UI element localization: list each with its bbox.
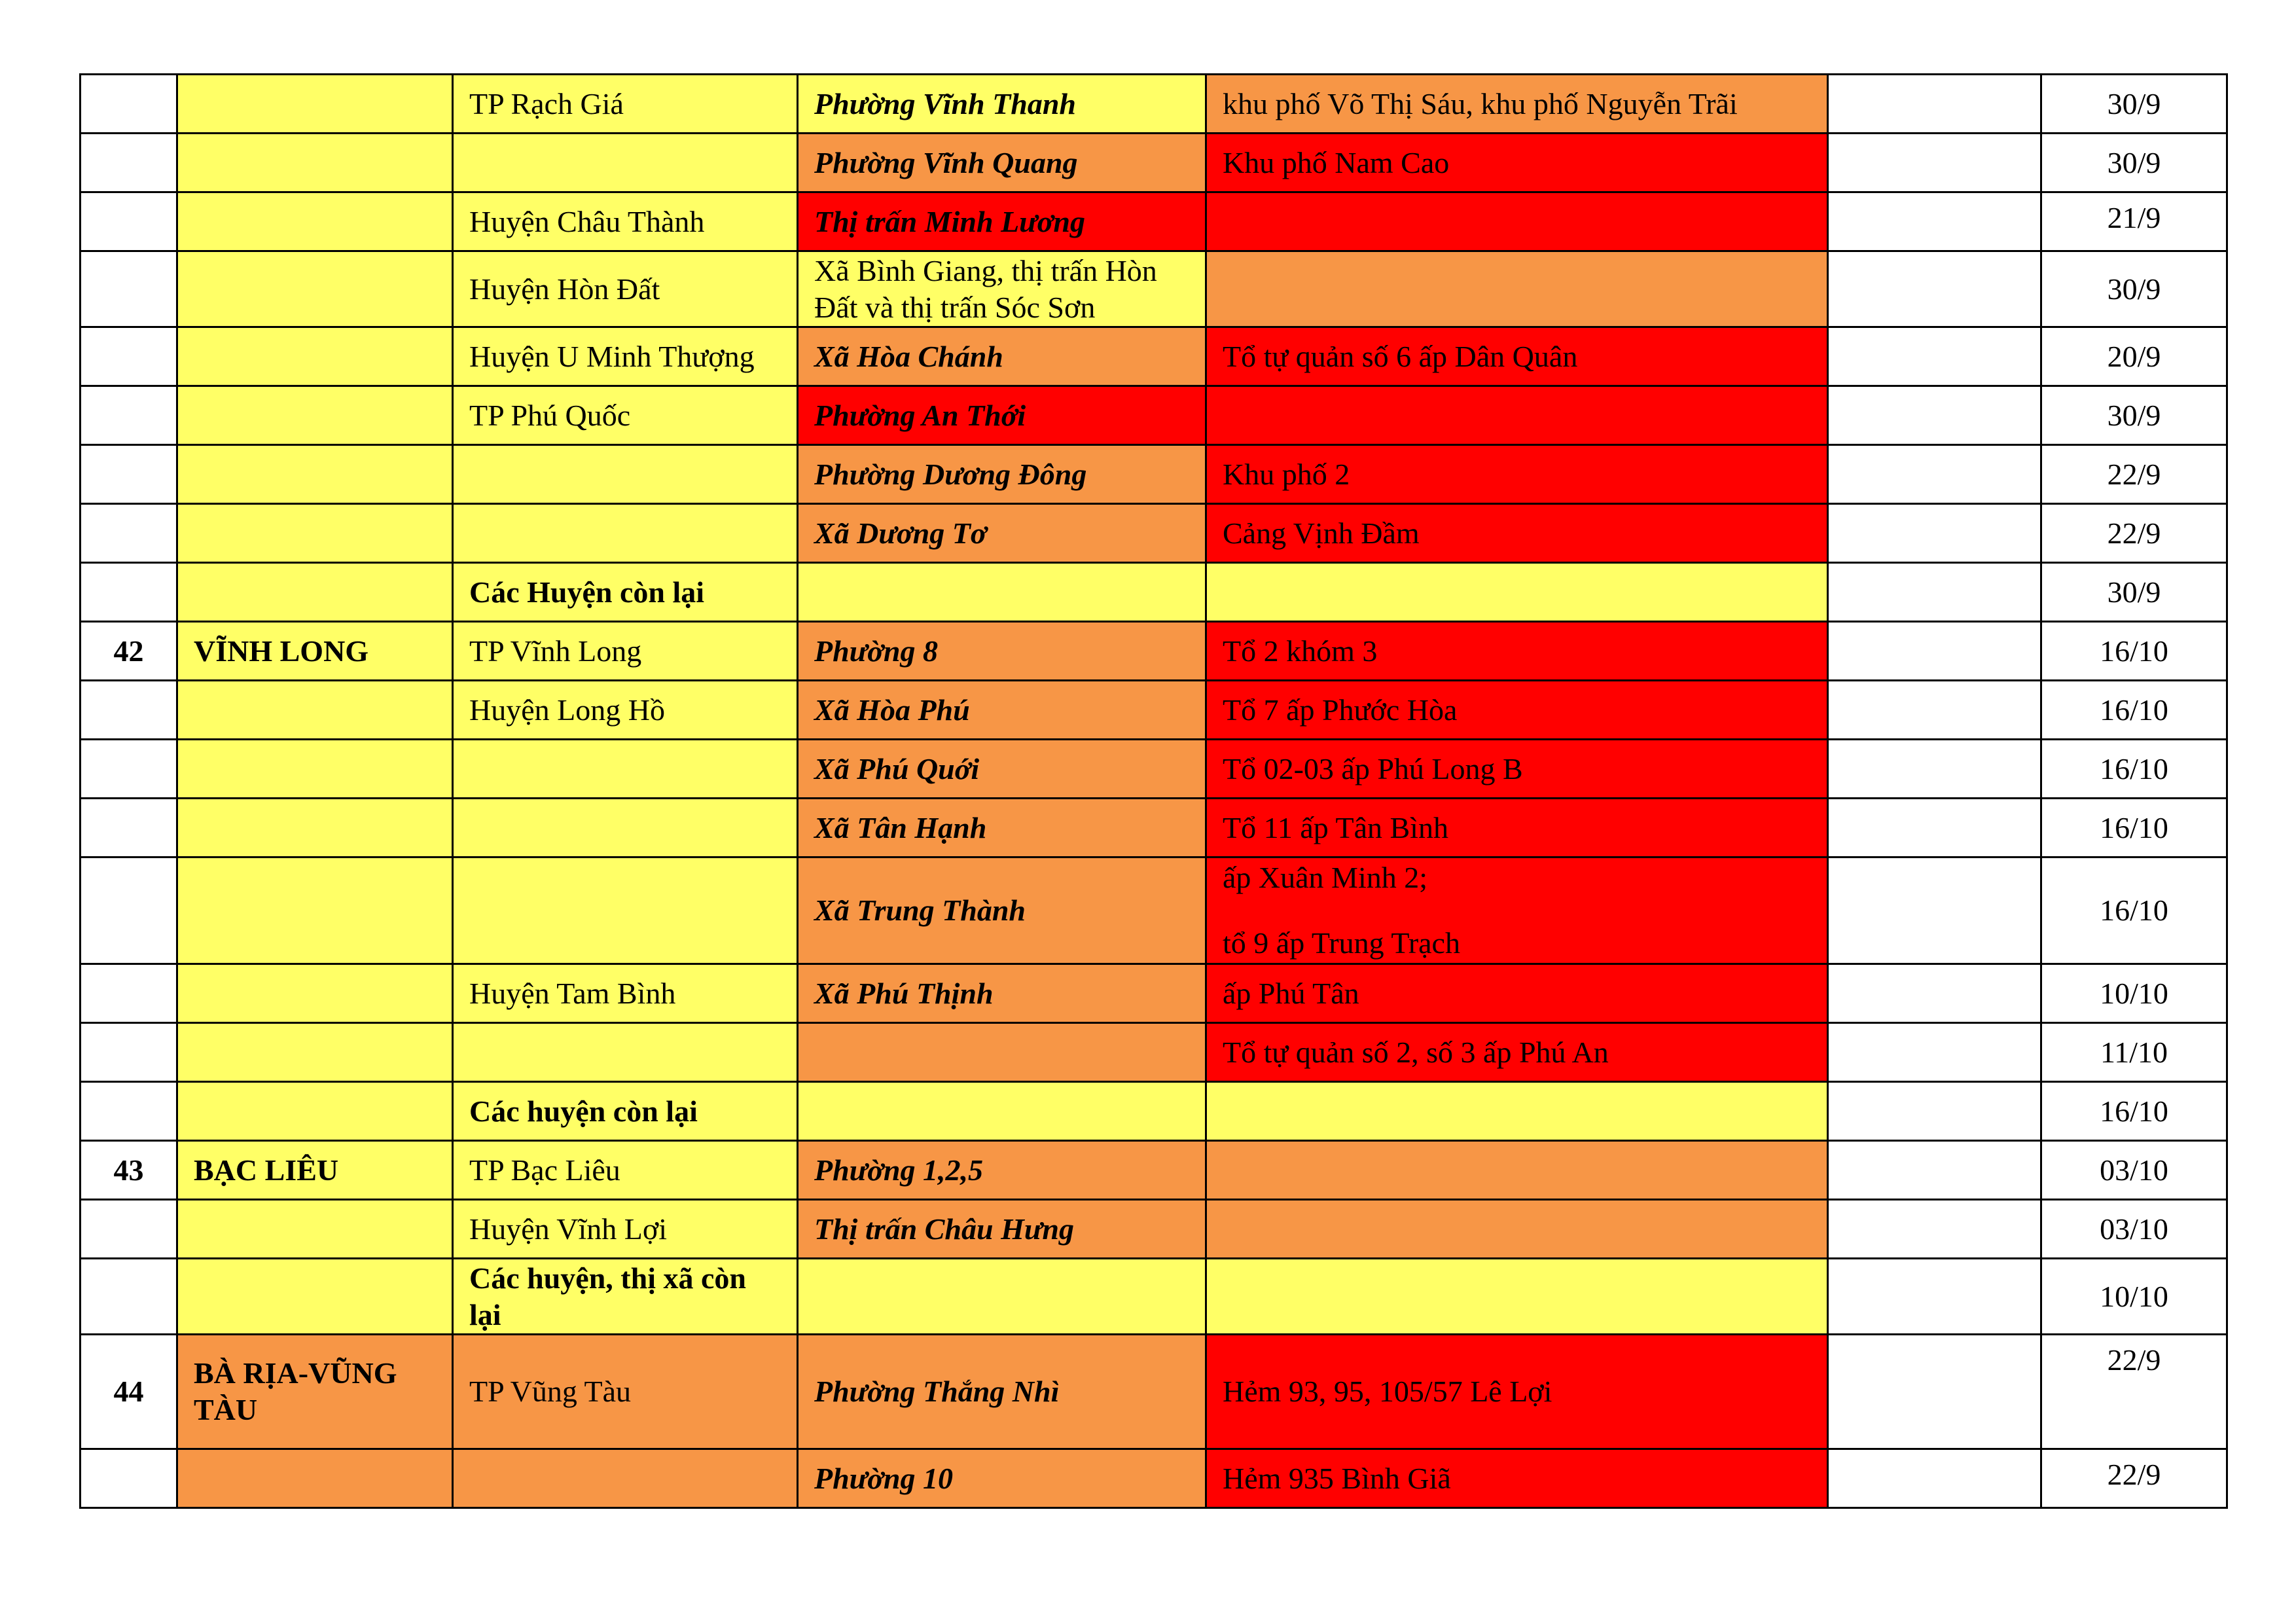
district-cell xyxy=(453,740,798,799)
district-cell xyxy=(453,857,798,964)
province-cell xyxy=(177,192,453,251)
row-number xyxy=(81,964,177,1023)
extra-cell xyxy=(1828,251,2041,327)
district-cell: Huyện Hòn Đất xyxy=(453,251,798,327)
date-cell: 22/9 xyxy=(2041,445,2227,504)
table-row xyxy=(81,386,2227,445)
ward-cell: Xã Phú Thịnh xyxy=(798,964,1206,1023)
row-number xyxy=(81,75,177,134)
row-number xyxy=(81,740,177,799)
province-cell xyxy=(177,1259,453,1335)
extra-cell xyxy=(1828,134,2041,192)
table-row xyxy=(81,445,2227,504)
area-cell: Tổ 02-03 ấp Phú Long B xyxy=(1206,740,1828,799)
extra-cell xyxy=(1828,445,2041,504)
table-row xyxy=(81,563,2227,622)
date-cell: 16/10 xyxy=(2041,799,2227,857)
table-row xyxy=(81,1449,2227,1508)
extra-cell xyxy=(1828,1141,2041,1200)
extra-cell xyxy=(1828,504,2041,563)
row-number: 42 xyxy=(81,622,177,681)
table-row xyxy=(81,1335,2227,1449)
area-cell xyxy=(1206,1200,1828,1259)
province-cell xyxy=(177,1200,453,1259)
row-number xyxy=(81,1082,177,1141)
ward-cell: Thị trấn Châu Hưng xyxy=(798,1200,1206,1259)
row-number xyxy=(81,1023,177,1082)
row-number xyxy=(81,857,177,964)
extra-cell xyxy=(1828,622,2041,681)
ward-cell: Phường 1,2,5 xyxy=(798,1141,1206,1200)
row-number xyxy=(81,386,177,445)
province-cell xyxy=(177,964,453,1023)
date-cell: 03/10 xyxy=(2041,1141,2227,1200)
area-cell: Hẻm 935 Bình Giã xyxy=(1206,1449,1828,1508)
row-number xyxy=(81,1200,177,1259)
row-number xyxy=(81,327,177,386)
table-row xyxy=(81,1141,2227,1200)
area-cell: khu phố Võ Thị Sáu, khu phố Nguyễn Trãi xyxy=(1206,75,1828,134)
district-cell: Các huyện, thị xã còn lại xyxy=(453,1259,798,1335)
ward-cell xyxy=(798,1082,1206,1141)
district-cell xyxy=(453,1023,798,1082)
ward-cell: Phường 10 xyxy=(798,1449,1206,1508)
row-number: 43 xyxy=(81,1141,177,1200)
extra-cell xyxy=(1828,964,2041,1023)
ward-cell xyxy=(798,563,1206,622)
ward-cell: Xã Tân Hạnh xyxy=(798,799,1206,857)
table-row xyxy=(81,1023,2227,1082)
area-cell: Khu phố Nam Cao xyxy=(1206,134,1828,192)
date-cell: 22/9 xyxy=(2041,1449,2227,1508)
extra-cell xyxy=(1828,1259,2041,1335)
table-row xyxy=(81,192,2227,251)
province-cell: VĨNH LONG xyxy=(177,622,453,681)
province-cell xyxy=(177,563,453,622)
province-cell xyxy=(177,681,453,740)
district-cell: Huyện Châu Thành xyxy=(453,192,798,251)
extra-cell xyxy=(1828,799,2041,857)
area-cell xyxy=(1206,857,1828,964)
province-cell xyxy=(177,1082,453,1141)
row-number xyxy=(81,1449,177,1508)
ward-cell: Phường Vĩnh Thanh xyxy=(798,75,1206,134)
district-cell: TP Rạch Giá xyxy=(453,75,798,134)
district-cell: TP Vũng Tàu xyxy=(453,1335,798,1449)
area-cell: Tổ tự quản số 2, số 3 ấp Phú An xyxy=(1206,1023,1828,1082)
zoning-table xyxy=(79,73,2228,1509)
district-cell: Huyện Tam Bình xyxy=(453,964,798,1023)
table-row xyxy=(81,799,2227,857)
province-cell xyxy=(177,740,453,799)
extra-cell xyxy=(1828,75,2041,134)
ward-cell xyxy=(798,1023,1206,1082)
district-cell xyxy=(453,134,798,192)
district-cell xyxy=(453,799,798,857)
table-row xyxy=(81,75,2227,134)
area-cell: Tổ 2 khóm 3 xyxy=(1206,622,1828,681)
row-number: 44 xyxy=(81,1335,177,1449)
date-cell: 16/10 xyxy=(2041,1082,2227,1141)
extra-cell xyxy=(1828,1023,2041,1082)
district-cell: Các Huyện còn lại xyxy=(453,563,798,622)
date-cell: 30/9 xyxy=(2041,251,2227,327)
extra-cell xyxy=(1828,1082,2041,1141)
ward-cell: Thị trấn Minh Lương xyxy=(798,192,1206,251)
row-number xyxy=(81,799,177,857)
row-number xyxy=(81,504,177,563)
area-cell xyxy=(1206,251,1828,327)
province-cell xyxy=(177,251,453,327)
province-cell xyxy=(177,504,453,563)
date-cell: 22/9 xyxy=(2041,1335,2227,1449)
area-cell xyxy=(1206,192,1828,251)
row-number xyxy=(81,251,177,327)
table-row xyxy=(81,857,2227,964)
province-cell xyxy=(177,134,453,192)
extra-cell xyxy=(1828,740,2041,799)
table-row xyxy=(81,327,2227,386)
table-row xyxy=(81,1082,2227,1141)
date-cell: 10/10 xyxy=(2041,1259,2227,1335)
province-cell xyxy=(177,1449,453,1508)
extra-cell xyxy=(1828,563,2041,622)
row-number xyxy=(81,563,177,622)
area-cell: Tổ 7 ấp Phước Hòa xyxy=(1206,681,1828,740)
extra-cell xyxy=(1828,1335,2041,1449)
area-cell xyxy=(1206,386,1828,445)
area-cell: ấp Phú Tân xyxy=(1206,964,1828,1023)
ward-cell: Phường Thắng Nhì xyxy=(798,1335,1206,1449)
row-number xyxy=(81,681,177,740)
extra-cell xyxy=(1828,192,2041,251)
district-cell: Huyện Long Hồ xyxy=(453,681,798,740)
province-cell xyxy=(177,799,453,857)
table-row xyxy=(81,1259,2227,1335)
date-cell: 30/9 xyxy=(2041,563,2227,622)
row-number xyxy=(81,134,177,192)
ward-cell: Phường 8 xyxy=(798,622,1206,681)
date-cell: 16/10 xyxy=(2041,857,2227,964)
district-cell: Các huyện còn lại xyxy=(453,1082,798,1141)
extra-cell xyxy=(1828,327,2041,386)
area-spacer xyxy=(1223,896,1811,925)
area-cell xyxy=(1206,1141,1828,1200)
date-cell: 30/9 xyxy=(2041,386,2227,445)
table-row xyxy=(81,504,2227,563)
area-cell: Tổ 11 ấp Tân Bình xyxy=(1206,799,1828,857)
date-cell: 16/10 xyxy=(2041,740,2227,799)
area-cell xyxy=(1206,1259,1828,1335)
ward-cell xyxy=(798,1259,1206,1335)
date-cell: 16/10 xyxy=(2041,622,2227,681)
area-cell: Khu phố 2 xyxy=(1206,445,1828,504)
district-cell: TP Bạc Liêu xyxy=(453,1141,798,1200)
district-cell xyxy=(453,445,798,504)
province-cell xyxy=(177,857,453,964)
date-cell: 21/9 xyxy=(2041,192,2227,251)
table-row xyxy=(81,1200,2227,1259)
row-number xyxy=(81,445,177,504)
area-line: ấp Xuân Minh 2; xyxy=(1223,861,1428,894)
ward-cell: Xã Hòa Chánh xyxy=(798,327,1206,386)
row-number xyxy=(81,192,177,251)
table-row xyxy=(81,622,2227,681)
ward-cell: Xã Hòa Phú xyxy=(798,681,1206,740)
area-line: tổ 9 ấp Trung Trạch xyxy=(1223,926,1460,960)
province-cell: BẠC LIÊU xyxy=(177,1141,453,1200)
province-cell xyxy=(177,386,453,445)
district-cell xyxy=(453,1449,798,1508)
ward-cell: Xã Trung Thành xyxy=(798,857,1206,964)
district-cell: Huyện U Minh Thượng xyxy=(453,327,798,386)
date-cell: 22/9 xyxy=(2041,504,2227,563)
table-row xyxy=(81,251,2227,327)
area-cell: Tổ tự quản số 6 ấp Dân Quân xyxy=(1206,327,1828,386)
province-cell xyxy=(177,445,453,504)
province-cell xyxy=(177,1023,453,1082)
province-cell: BÀ RỊA-VŨNG TÀU xyxy=(177,1335,453,1449)
province-cell xyxy=(177,327,453,386)
table-row xyxy=(81,964,2227,1023)
extra-cell xyxy=(1828,681,2041,740)
table-row xyxy=(81,681,2227,740)
area-cell: Cảng Vịnh Đầm xyxy=(1206,504,1828,563)
date-cell: 10/10 xyxy=(2041,964,2227,1023)
date-cell: 11/10 xyxy=(2041,1023,2227,1082)
district-cell: TP Vĩnh Long xyxy=(453,622,798,681)
ward-cell: Phường An Thới xyxy=(798,386,1206,445)
date-cell: 16/10 xyxy=(2041,681,2227,740)
ward-cell: Phường Vĩnh Quang xyxy=(798,134,1206,192)
table-row xyxy=(81,740,2227,799)
ward-cell: Xã Phú Quới xyxy=(798,740,1206,799)
area-cell: Hẻm 93, 95, 105/57 Lê Lợi xyxy=(1206,1335,1828,1449)
district-cell xyxy=(453,504,798,563)
extra-cell xyxy=(1828,857,2041,964)
extra-cell xyxy=(1828,1200,2041,1259)
area-cell xyxy=(1206,1082,1828,1141)
table-row xyxy=(81,134,2227,192)
date-cell: 20/9 xyxy=(2041,327,2227,386)
date-cell: 03/10 xyxy=(2041,1200,2227,1259)
date-cell: 30/9 xyxy=(2041,75,2227,134)
district-cell: TP Phú Quốc xyxy=(453,386,798,445)
row-number xyxy=(81,1259,177,1335)
ward-cell: Phường Dương Đông xyxy=(798,445,1206,504)
ward-cell: Xã Dương Tơ xyxy=(798,504,1206,563)
date-cell: 30/9 xyxy=(2041,134,2227,192)
extra-cell xyxy=(1828,386,2041,445)
ward-cell: Xã Bình Giang, thị trấn Hòn Đất và thị trấn Sóc Sơn xyxy=(798,251,1206,327)
province-cell xyxy=(177,75,453,134)
district-cell: Huyện Vĩnh Lợi xyxy=(453,1200,798,1259)
area-cell xyxy=(1206,563,1828,622)
extra-cell xyxy=(1828,1449,2041,1508)
